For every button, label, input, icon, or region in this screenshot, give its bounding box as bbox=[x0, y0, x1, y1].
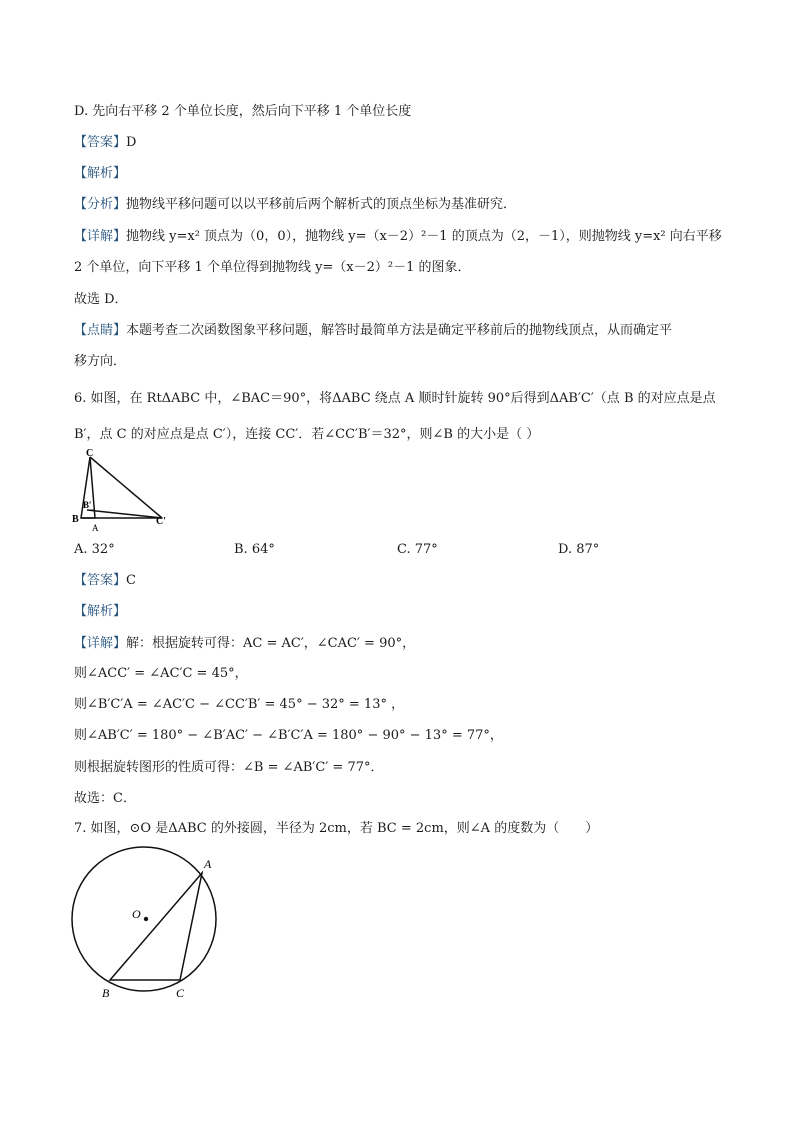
triangle-abc bbox=[110, 873, 202, 980]
q6-option-a: A. 32° bbox=[74, 542, 115, 557]
q7-figure bbox=[60, 846, 240, 1006]
label-b: B bbox=[102, 986, 110, 1000]
q5-answer-line bbox=[74, 134, 136, 152]
q5-xiangjie-l2: 2 个单位，向下平移 1 个单位得到抛物线 y=（x－2）²－1 的图象． bbox=[74, 260, 471, 275]
q7-stem: 7. 如图，⊙O 是ΔABC 的外接圆，半径为 2cm，若 BC = 2cm，则∠A 的度数为（ ） bbox=[74, 821, 599, 836]
answer-value: C bbox=[126, 573, 136, 588]
label-c: C bbox=[86, 448, 94, 459]
q6-stem-l2: B′，点 C 的对应点是点 C′），连接 CC′．若∠CC′B′＝32°，则∠B 的大小是（ ） bbox=[74, 427, 540, 442]
xiangjie-tag: 【详解】 bbox=[74, 229, 127, 244]
fenxi-text: 抛物线平移问题可以以平移前后两个解析式的顶点坐标为基准研究． bbox=[126, 197, 517, 212]
fenxi-tag: 【分析】 bbox=[74, 197, 127, 212]
label-b-prime: B′ bbox=[83, 500, 92, 510]
q6-conclusion: 故选：C． bbox=[74, 791, 136, 806]
q6-answer-line bbox=[74, 572, 136, 590]
q6-step-1: 则∠ACC′ = ∠AC′C = 45°， bbox=[74, 666, 248, 681]
q6-xiangjie bbox=[74, 635, 415, 653]
q6-figure bbox=[60, 446, 180, 536]
q5-conclusion: 故选 D． bbox=[74, 292, 128, 307]
q6-step-4: 则根据旋转图形的性质可得：∠B = ∠AB′C′ = 77°． bbox=[74, 760, 384, 775]
q5-fenxi bbox=[74, 196, 516, 214]
q5-xiangjie-l1 bbox=[74, 228, 722, 246]
segment-b-prime-c-prime bbox=[87, 510, 162, 518]
analysis-tag: 【解析】 bbox=[74, 166, 127, 181]
dianjing-tag: 【点睛】 bbox=[74, 323, 127, 338]
answer-value: D bbox=[126, 135, 137, 150]
label-a: A bbox=[92, 523, 99, 533]
q5-dianjing-l1 bbox=[74, 322, 672, 340]
q6-option-d: D. 87° bbox=[558, 542, 600, 557]
label-o: O bbox=[132, 907, 141, 921]
label-b: B bbox=[72, 514, 79, 525]
q6-option-b: B. 64° bbox=[234, 542, 275, 557]
q6-step-3: 则∠AB′C′ = 180° − ∠B′AC′ − ∠B′C′A = 180° − 90° − 13° = 77°， bbox=[74, 728, 503, 743]
xiangjie-tag: 【详解】 bbox=[74, 636, 127, 651]
q5-dianjing-l2: 移方向． bbox=[74, 354, 127, 369]
answer-tag: 【答案】 bbox=[74, 135, 127, 150]
q6-stem-l1: 6. 如图，在 RtΔABC 中，∠BAC＝90°，将ΔABC 绕点 A 顺时针旋转 90°后得到ΔAB′C′（点 B 的对应点是点 bbox=[74, 391, 716, 406]
q6-step-2: 则∠B′C′A = ∠AC′C − ∠CC′B′ = 45° − 32° = 13° ， bbox=[74, 697, 405, 712]
analysis-tag: 【解析】 bbox=[74, 604, 127, 619]
label-c: C bbox=[176, 986, 185, 1000]
answer-tag: 【答案】 bbox=[74, 573, 127, 588]
xiangjie-text: 抛物线 y=x² 顶点为（0，0），抛物线 y=（x－2）²－1 的顶点为（2，－1），则抛物线 y=x² 向右平移 bbox=[126, 229, 722, 244]
dianjing-text: 本题考查二次函数图象平移问题，解答时最简单方法是确定平移前后的抛物线顶点，从而确定平 bbox=[126, 323, 673, 338]
label-c-prime: C′ bbox=[156, 516, 167, 527]
q5-option-d: D. 先向右平移 2 个单位长度，然后向下平移 1 个单位长度 bbox=[74, 104, 412, 119]
label-a: A bbox=[204, 857, 212, 871]
segment-cc-prime bbox=[90, 457, 162, 518]
center-point-o bbox=[144, 917, 148, 921]
q6-option-c: C. 77° bbox=[397, 542, 438, 557]
xiangjie-text: 解：根据旋转可得：AC = AC′，∠CAC′ = 90°， bbox=[126, 636, 416, 651]
